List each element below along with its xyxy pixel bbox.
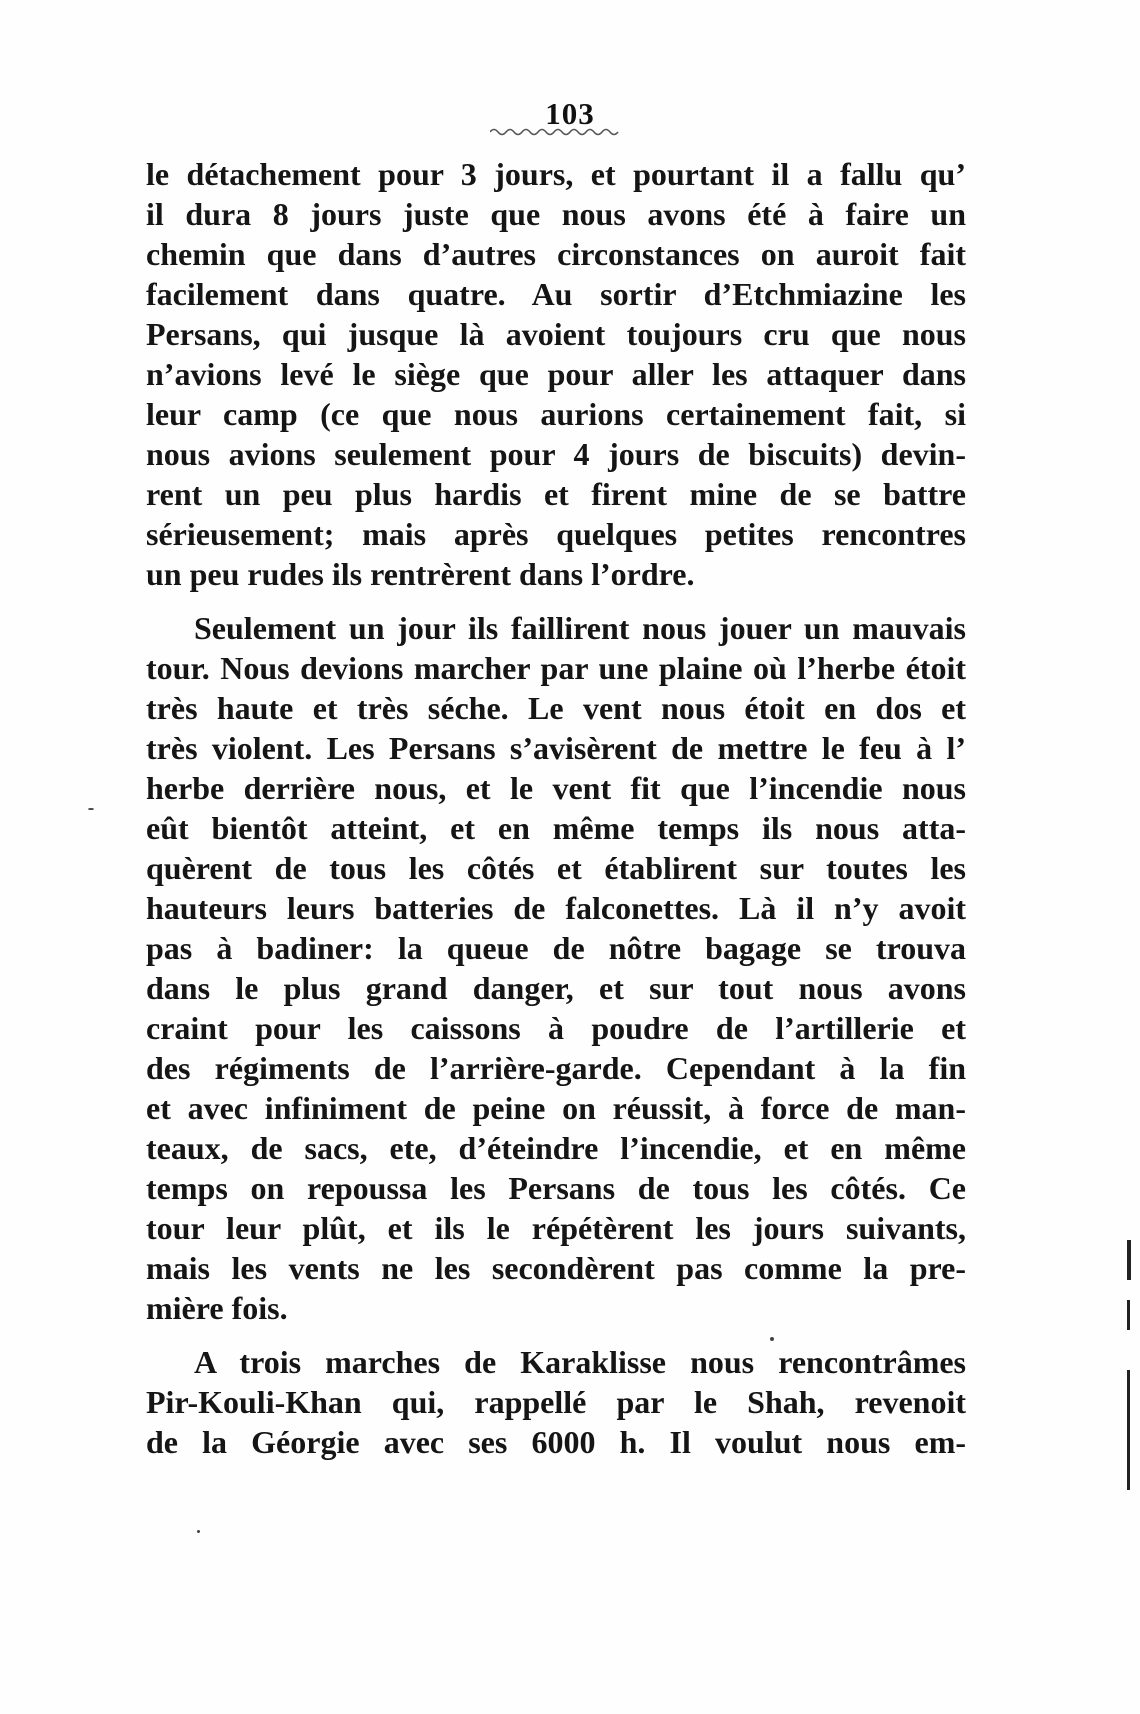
text-line: le détachement pour 3 jours, et pourtant il a fallu qu’: [146, 156, 966, 192]
text-line: craint pour les caissons à poudre de l’artillerie et: [146, 1010, 966, 1046]
text-line: mière fois.: [146, 1290, 288, 1326]
text-line: il dura 8 jours juste que nous avons été à faire un: [146, 196, 966, 232]
text-line: facilement dans quatre. Au sortir d’Etchmiazine les: [146, 276, 966, 312]
text-line: herbe derrière nous, et le vent fit que l’incendie nous: [146, 770, 966, 806]
text-line: mais les vents ne les secondèrent pas comme la pre-: [146, 1250, 966, 1286]
paragraph-1: [146, 154, 966, 594]
text-line: rent un peu plus hardis et firent mine de se battre: [146, 476, 966, 512]
scan-speck: [770, 1337, 774, 1341]
text-line: pas à badiner: la queue de nôtre bagage se trouva: [146, 930, 966, 966]
paragraph-2: [146, 608, 966, 1328]
text-line: très violent. Les Persans s’avisèrent de mettre le feu à l’: [146, 730, 966, 766]
text-line: dans le plus grand danger, et sur tout nous avons: [146, 970, 966, 1006]
scan-speck: [88, 808, 94, 810]
text-line: teaux, de sacs, ete, d’éteindre l’incendie, et en même: [146, 1130, 966, 1166]
text-line: hauteurs leurs batteries de falconettes. Là il n’y avoit: [146, 890, 966, 926]
text-line: des régiments de l’arrière-garde. Cependant à la fin: [146, 1050, 966, 1086]
text-line: un peu rudes ils rentrèrent dans l’ordre.: [146, 556, 695, 592]
body-text: [146, 154, 966, 1462]
text-line: Seulement un jour ils faillirent nous jouer un mauvais: [194, 610, 966, 646]
scan-edge-mark: [1127, 1300, 1130, 1330]
text-line: eût bientôt atteint, et en même temps ils nous atta-: [146, 810, 966, 846]
text-line: de la Géorgie avec ses 6000 h. Il voulut nous em-: [146, 1424, 966, 1460]
scan-speck: [197, 1530, 200, 1533]
page-number-ornament: [490, 126, 620, 138]
scan-edge-mark: [1127, 1370, 1130, 1490]
text-line: chemin que dans d’autres circonstances on auroit fait: [146, 236, 966, 272]
text-line: quèrent de tous les côtés et établirent sur toutes les: [146, 850, 966, 886]
text-line: sérieusement; mais après quelques petites rencontres: [146, 516, 966, 552]
paragraph-3: [146, 1342, 966, 1462]
page-number: 103: [545, 96, 595, 131]
text-line: Persans, qui jusque là avoient toujours cru que nous: [146, 316, 966, 352]
text-line: leur camp (ce que nous aurions certainement fait, si: [146, 396, 966, 432]
text-line: tour. Nous devions marcher par une plaine où l’herbe étoit: [146, 650, 966, 686]
text-line: très haute et très séche. Le vent nous étoit en dos et: [146, 690, 966, 726]
text-line: Pir-Kouli-Khan qui, rappellé par le Shah, revenoit: [146, 1384, 966, 1420]
text-line: et avec infiniment de peine on réussit, à force de man-: [146, 1090, 966, 1126]
text-line: A trois marches de Karaklisse nous rencontrâmes: [194, 1344, 966, 1380]
text-line: temps on repoussa les Persans de tous les côtés. Ce: [146, 1170, 966, 1206]
scan-edge-mark: [1127, 1240, 1131, 1280]
text-line: n’avions levé le siège que pour aller les attaquer dans: [146, 356, 966, 392]
text-line: nous avions seulement pour 4 jours de biscuits) devin-: [146, 436, 966, 472]
text-line: tour leur plût, et ils le répétèrent les jours suivants,: [146, 1210, 966, 1246]
